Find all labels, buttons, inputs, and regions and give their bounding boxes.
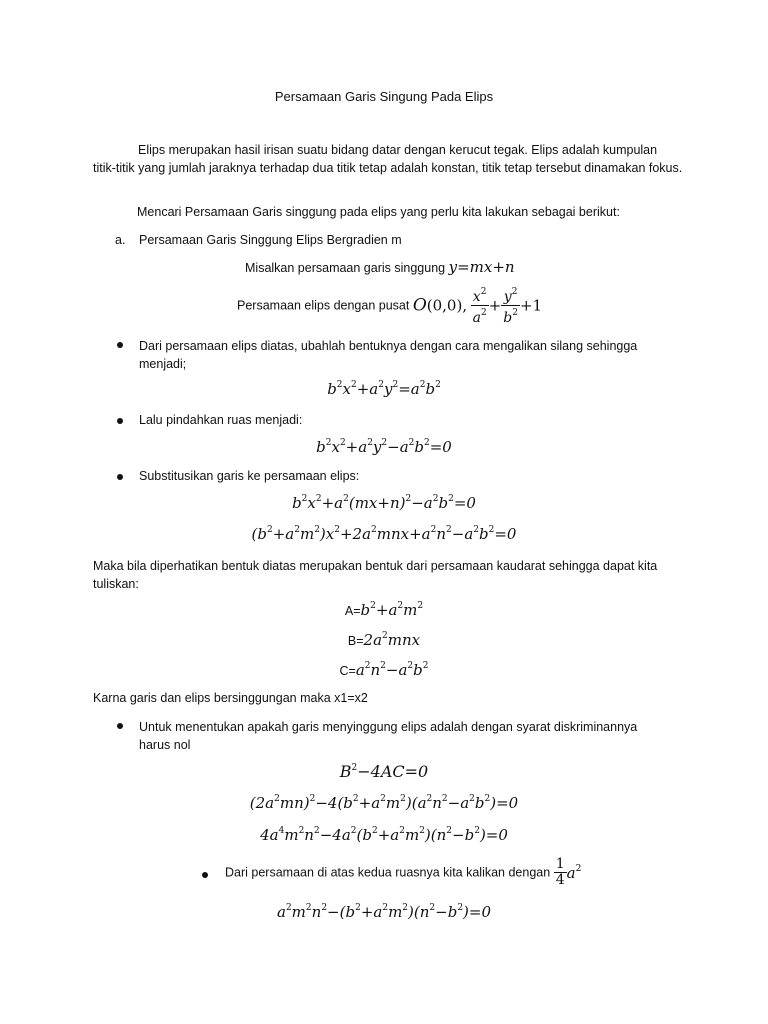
coefficient-c: $C=a^2n^2-a^2b^2$: [339, 661, 429, 679]
section-a-heading: Persamaan Garis Singgung Elips Bergradien m: [139, 233, 402, 247]
suppose-label: Misalkan persamaan garis singgung: [245, 261, 446, 275]
equation-final: $a^2m^2n^2-(b^2+a^2m^2)(n^2-b^2)=0$: [276, 903, 492, 921]
ellipse-equation-row: Persamaan elips dengan pusat O(0,0), $\frac{x^2}{a^2}$ + $\frac{y^2}{b^2}$ +1: [237, 287, 543, 326]
equation-discriminant-substituted: $(2a^2mn)^2-4(b^2+a^2m^2)(a^2n^2-a^2b^2)=0$: [249, 794, 519, 812]
coef-a-label: A=: [344, 604, 361, 618]
equation-cross-multiplied: $b^2x^2+a^2y^2=a^2b^2$: [327, 380, 441, 398]
bullet-dot: [202, 872, 208, 878]
bullet-cross-multiply: Dari persamaan elips diatas, ubahlah bentuknya dengan cara mengalikan silang sehingga menjadi;: [139, 339, 638, 371]
bullet-dot: [117, 342, 123, 348]
equation-discriminant: $B^2-4AC=0$: [339, 762, 429, 781]
bullet-substitute: Substitusikan garis ke persamaan elips:: [139, 469, 360, 483]
equation-discriminant-expanded: $4a^4m^2n^2-4a^2(b^2+a^2m^2)(n^2-b^2)=0$: [260, 826, 508, 844]
coefficient-a: $A=b^2+a^2m^2$: [344, 601, 424, 619]
equation-substituted: $b^2x^2+a^2(mx+n)^2-a^2b^2=0$: [292, 494, 476, 512]
bullet-multiply: Dari persamaan di atas kedua ruasnya kita kalikan dengan: [225, 865, 551, 880]
method-intro: Mencari Persamaan Garis singgung pada elips yang perlu kita lakukan sebagai berikut:: [137, 205, 620, 219]
center-point: O: [412, 295, 427, 316]
coefficient-b: $B=2a^2mnx$: [347, 631, 421, 649]
page-title: Persamaan Garis Singung Pada Elips: [274, 89, 494, 104]
quadratic-paragraph: Maka bila diperhatikan bentuk diatas merupakan bentuk dari persamaan kaudarat sehingga dapat kita tuliskan:: [93, 559, 658, 591]
intro-paragraph: Elips merupakan hasil irisan suatu bidang datar dengan kerucut tegak. Elips adalah kumpulan titik-titik yang jumlah jaraknya terhadap dua titik tetap adalah konstan, titik tetap tersebut dinamakan fokus.: [93, 143, 683, 175]
equation-expanded: $(b^2+a^2m^2)x^2+2a^2mnx+a^2n^2-a^2b^2=0$: [251, 525, 517, 543]
bullet-dot: [117, 723, 123, 729]
fraction-one-quarter: $\frac{1}{4}$: [555, 856, 565, 888]
coef-c-label: C=: [339, 664, 356, 678]
coef-b-label: B=: [347, 634, 364, 648]
bullet-move-terms: Lalu pindahkan ruas menjadi:: [139, 413, 303, 427]
section-a-marker: a.: [115, 233, 126, 247]
line-equation: y=mx+n: [448, 258, 515, 276]
bullet-multiply-row: Dari persamaan di atas kedua ruasnya kita kalikan dengan $\frac{1}{4}$ $a^2$: [225, 856, 582, 888]
line-equation-row: [245, 258, 515, 276]
bullet-discriminant: Untuk menentukan apakah garis menyinggung elips adalah dengan syarat diskriminannya harus nol: [139, 720, 638, 752]
bullet-dot: [117, 418, 123, 424]
ellipse-label: Persamaan elips dengan pusat: [237, 298, 410, 313]
fraction-x-over-a: $\frac{x^2}{a^2}$: [472, 287, 487, 326]
fraction-y-over-b: $\frac{y^2}{b^2}$: [503, 287, 518, 326]
tangent-condition-text: Karna garis dan elips bersinggungan maka x1=x2: [93, 691, 368, 705]
bullet-dot: [117, 474, 123, 480]
equation-moved: $b^2x^2+a^2y^2-a^2b^2=0$: [316, 438, 452, 456]
